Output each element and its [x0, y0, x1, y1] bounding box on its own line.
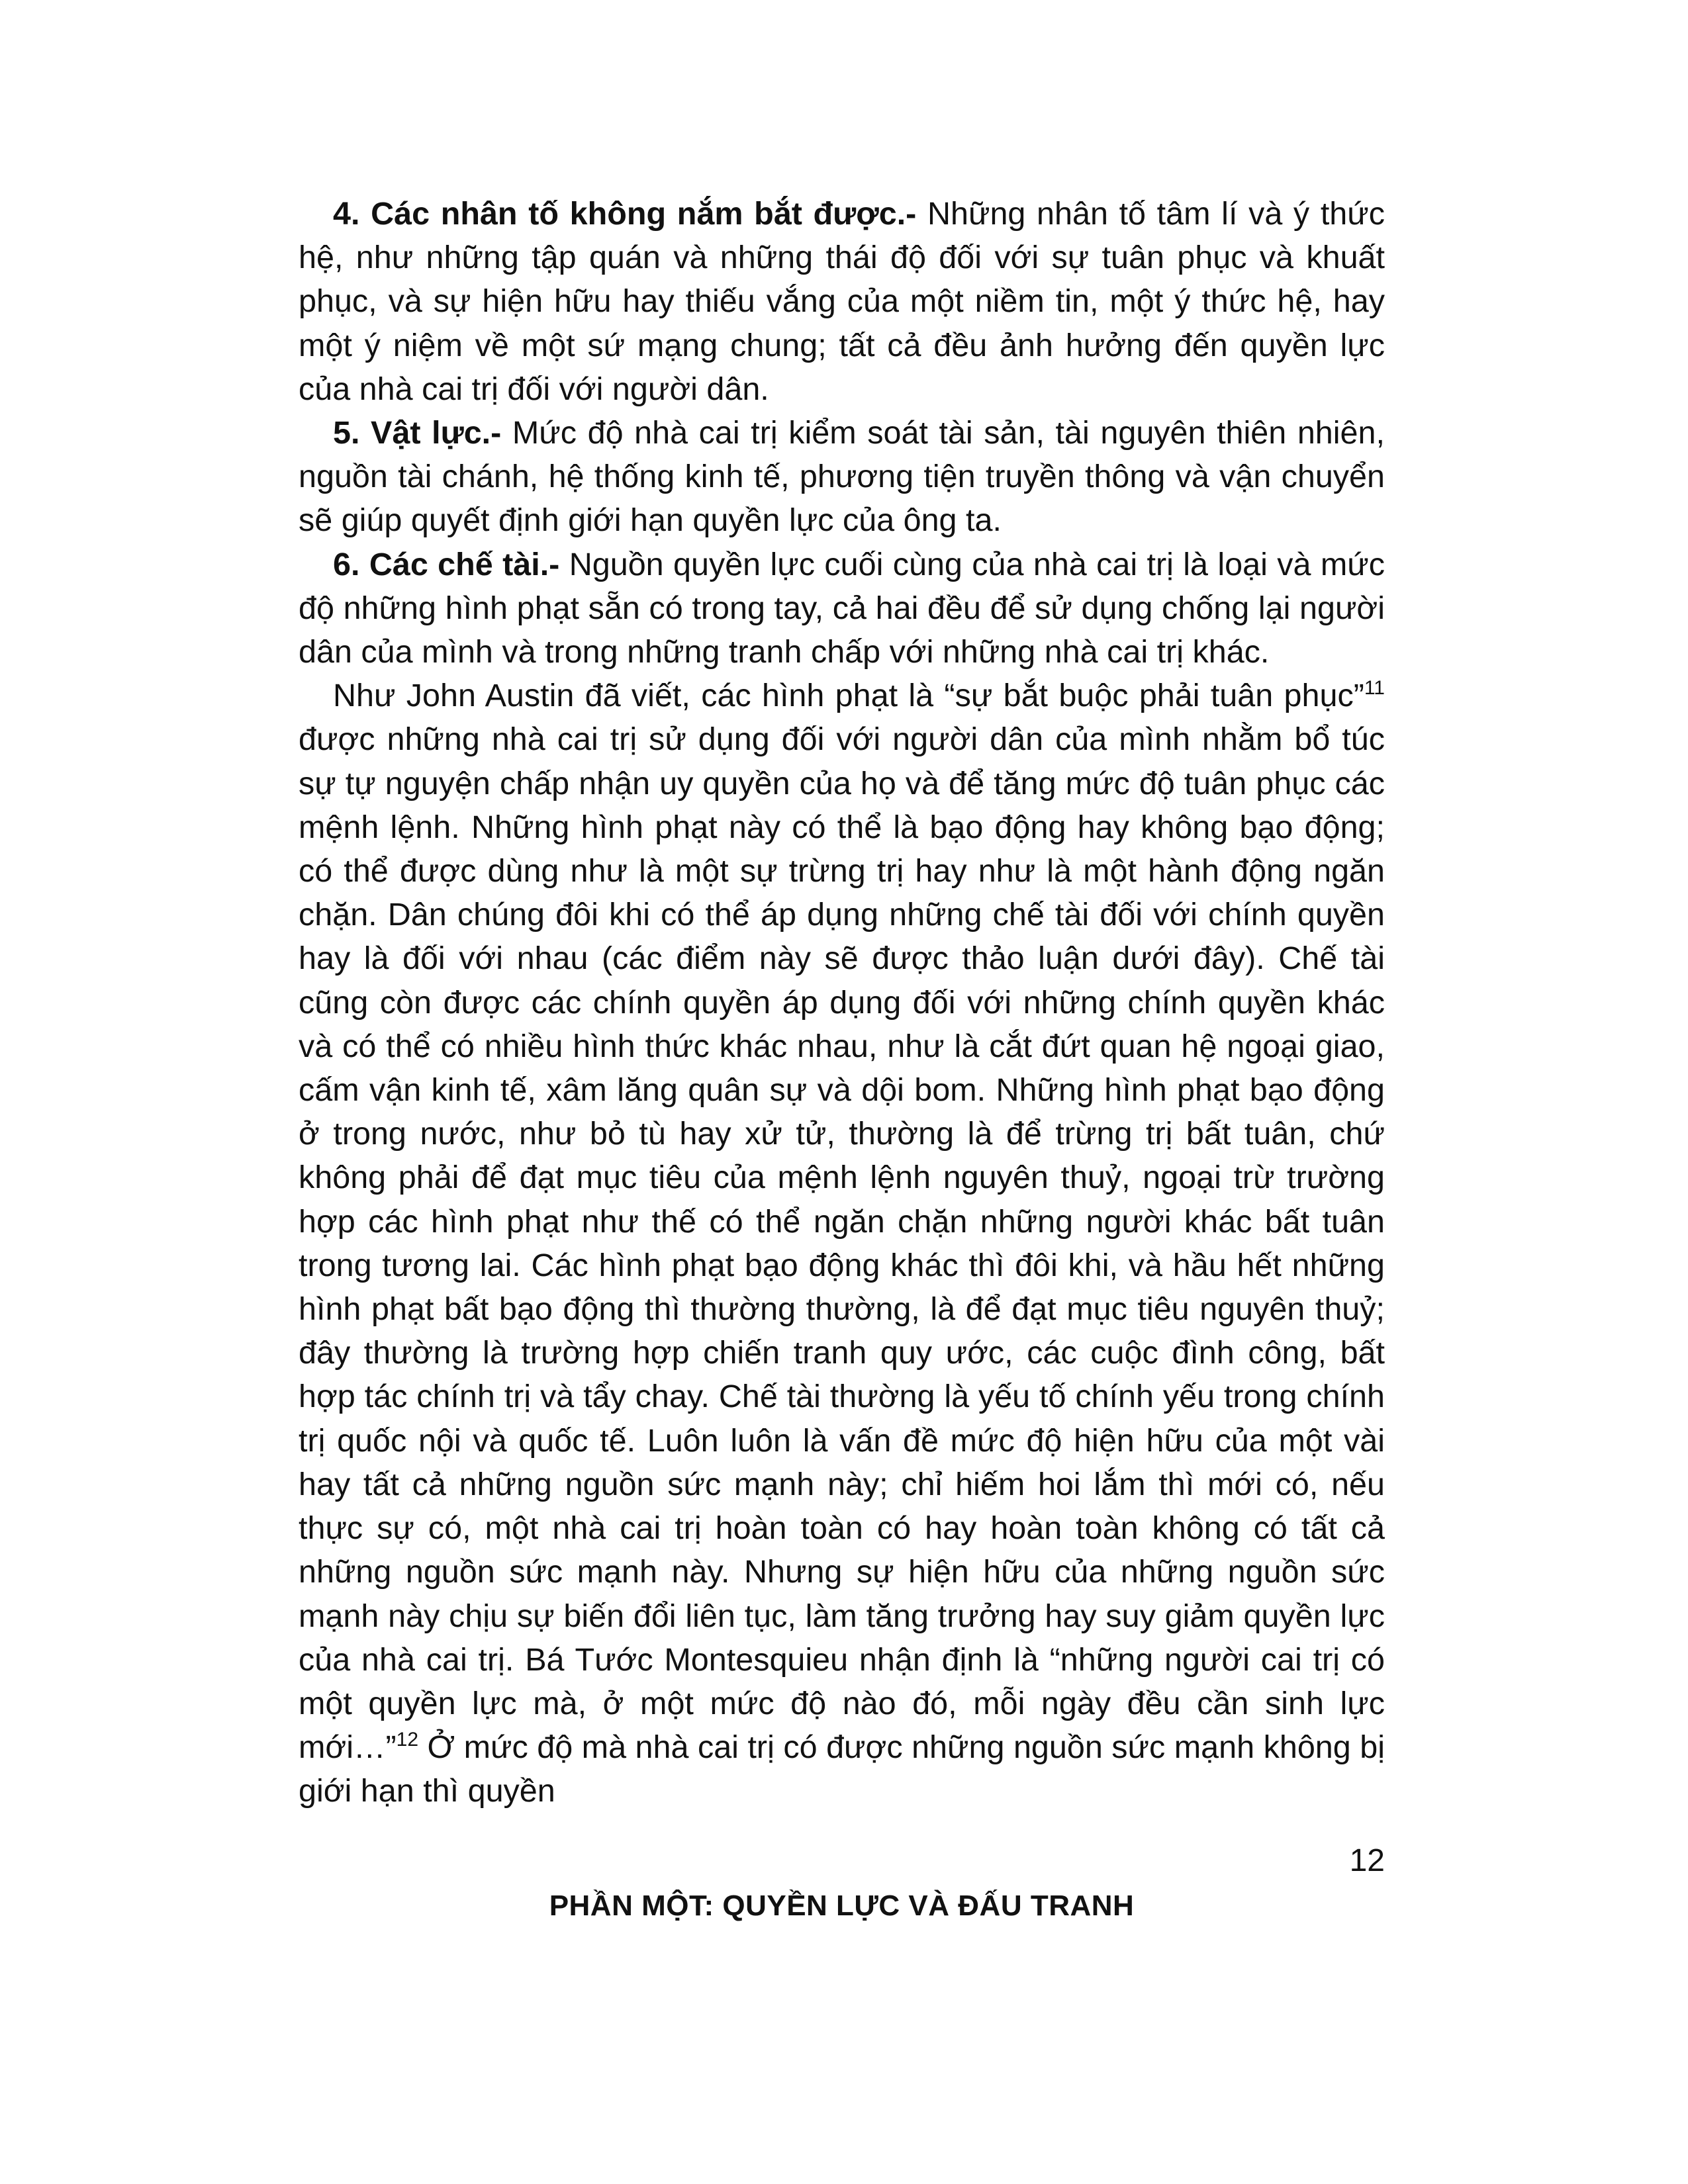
paragraph-text: Những nhân tố tâm lí và ý thức hệ, như những tập quán và những thái độ đối với sự tuân phục và khuất phục, và sự hiện hữu hay thiếu vắng của một niềm tin, một ý thức hệ, hay một ý niệm về một sứ mạng chung; tất cả đều ảnh hưởng đến quyền lực của nhà cai trị đối với người dân.	[299, 196, 1385, 407]
paragraph-text: Mức độ nhà cai trị kiểm soát tài sản, tài nguyên thiên nhiên, nguồn tài chánh, hệ thống kinh tế, phương tiện truyền thông và vận chuyển sẽ giúp quyết định giới hạn quyền lực của ông ta.	[299, 415, 1385, 539]
paragraph-text: được những nhà cai trị sử dụng đối với người dân của mình nhằm bổ túc sự tự nguyện chấp nhận uy quyền của họ và để tăng mức độ tuân phục các mệnh lệnh. Những hình phạt này có thể là bạo động hay không bạo động; có thể được dùng như là một sự trừng trị hay như là một hành động ngăn chặn. Dân chúng đôi khi có thể áp dụng những chế tài đối với chính quyền hay là đối với nhau (các điểm này sẽ được thảo luận dưới đây). Chế tài cũng còn được các chính quyền áp dụng đối với những chính quyền khác và có thể có nhiều hình thức khác nhau, như là cắt đứt quan hệ ngoại giao, cấm vận kinh tế, xâm lăng quân sự và dội bom. Những hình phạt bạo động ở trong nước, như bỏ tù hay xử tử, thường là để trừng trị bất tuân, chứ không phải để đạt mục tiêu của mệnh lệnh nguyên thuỷ, ngoại trừ trường hợp các hình phạt như thế có thể ngăn chặn những người khác bất tuân trong tương lai. Các hình phạt bạo động khác thì đôi khi, và hầu hết những hình phạt bất bạo động thì thường thường, là để đạt mục tiêu nguyên thuỷ; đây thường là trường hợp chiến tranh quy ước, các cuộc đình công, bất hợp tác chính trị và tẩy chay. Chế tài thường là yếu tố chính yếu trong chính trị quốc nội và quốc tế. Luôn luôn là vấn đề mức độ hiện hữu của một vài hay tất cả những nguồn sức mạnh này; chỉ hiếm hoi lắm thì mới có, nếu thực sự có, một nhà cai trị hoàn toàn có hay hoàn toàn không có tất cả những nguồn sức mạnh này. Nhưng sự hiện hữu của những nguồn sức mạnh này chịu sự biến đổi liên tục, làm tăng trưởng hay suy giảm quyền lực của nhà cai trị. Bá Tước Montesquieu nhận định là “những người cai trị có một quyền lực mà, ở một mức độ nào đó, mỗi ngày đều cần sinh lực mới…”	[299, 721, 1385, 1766]
footnote-reference: 12	[396, 1729, 419, 1751]
paragraph-text: Ở mức độ mà nhà cai trị có được những nguồn sức mạnh không bị giới hạn thì quyền	[299, 1729, 1385, 1809]
paragraph-heading: 5. Vật lực.-	[333, 415, 502, 451]
paragraph-intangible-factors	[299, 192, 1385, 411]
paragraph-heading: 6. Các chế tài.-	[333, 546, 560, 582]
footnote-reference: 11	[1364, 677, 1385, 700]
paragraph-austin-sanctions	[299, 674, 1385, 1813]
footer-title: PHẦN MỘT: QUYỀN LỰC VÀ ĐẤU TRANH	[549, 1889, 1135, 1922]
page-number: 12	[1349, 1843, 1385, 1878]
paragraph-material-resources	[299, 411, 1385, 543]
page-body	[299, 192, 1385, 1813]
paragraph-text: Như John Austin đã viết, các hình phạt là “sự bắt buộc phải tuân phục”	[333, 678, 1364, 714]
paragraph-heading: 4. Các nhân tố không nắm bắt được.-	[333, 196, 917, 232]
paragraph-sanctions	[299, 543, 1385, 674]
paragraph-text: Nguồn quyền lực cuối cùng của nhà cai trị là loại và mức độ những hình phạt sẵn có trong tay, cả hai đều để sử dụng chống lại người dân của mình và trong những tranh chấp với những nhà cai trị khác.	[299, 546, 1385, 670]
